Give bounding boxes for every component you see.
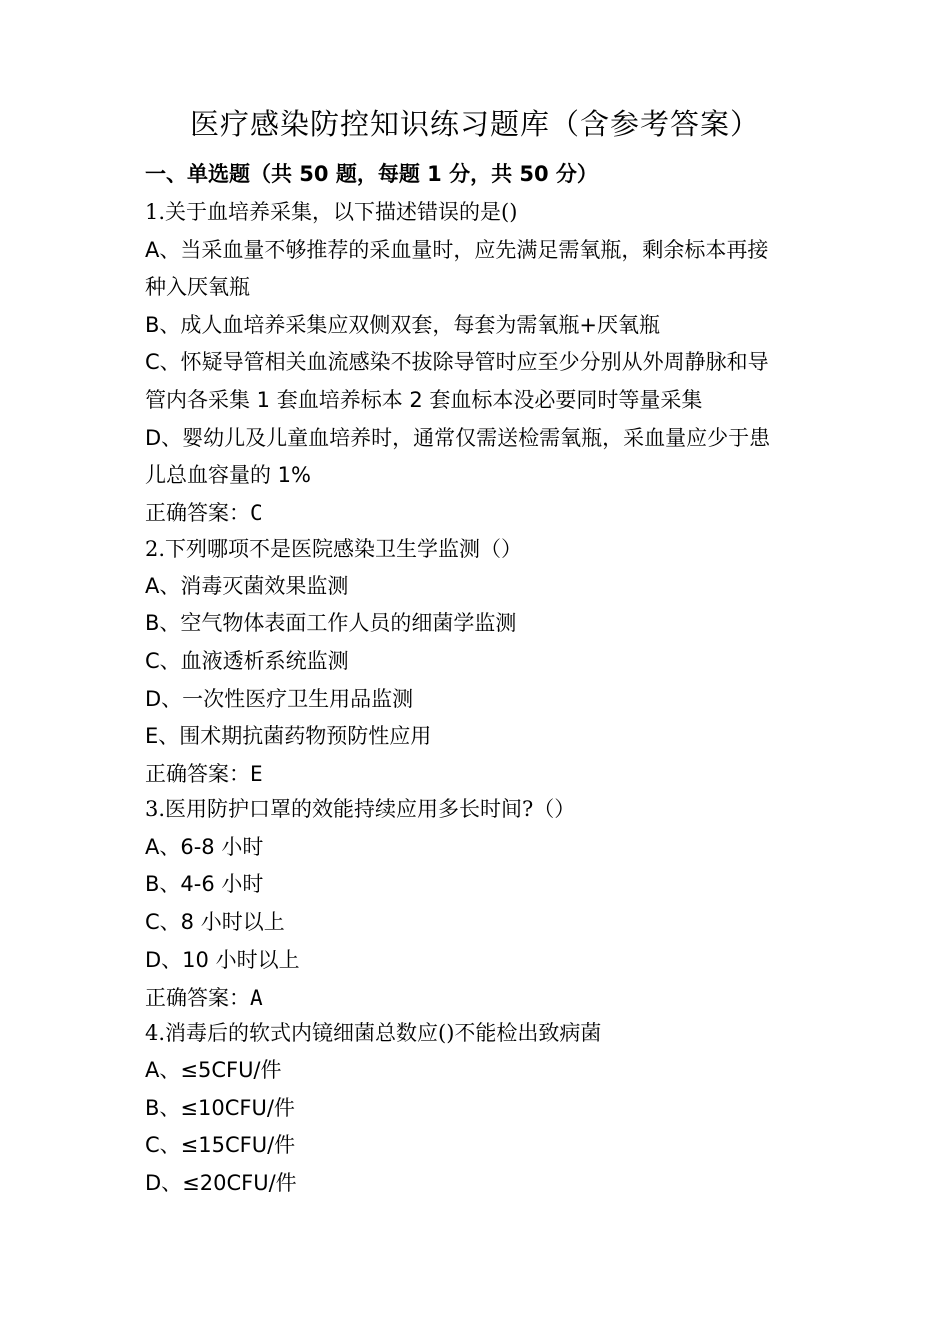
option-line: A、≤5CFU/件: [145, 1058, 282, 1082]
option-line: C、血液透析系统监测: [145, 649, 349, 673]
answer-value: A: [250, 986, 263, 1010]
option-line: A、当采血量不够推荐的采血量时，应先满足需氧瓶，剩余标本再接: [145, 238, 769, 262]
option-line: B、成人血培养采集应双侧双套，每套为需氧瓶+厌氧瓶: [145, 313, 661, 337]
answer-line: [145, 760, 815, 788]
document-title: 医疗感染防控知识练习题库（含参考答案）: [189, 107, 760, 141]
option-line: C、怀疑导管相关血流感染不拔除导管时应至少分别从外周静脉和导: [145, 350, 769, 374]
option-line: B、≤10CFU/件: [145, 1096, 295, 1120]
option-line: E、围术期抗菌药物预防性应用: [145, 724, 432, 748]
option-line: D、婴幼儿及儿童血培养时，通常仅需送检需氧瓶，采血量应少于患: [145, 426, 771, 450]
option-line: D、≤20CFU/件: [145, 1171, 297, 1195]
option-line: 种入厌氧瓶: [145, 275, 250, 299]
option-line: C、≤15CFU/件: [145, 1133, 296, 1157]
option-line: D、一次性医疗卫生用品监测: [145, 687, 414, 711]
option-line: C、8 小时以上: [145, 910, 285, 934]
section-heading: 一、单选题（共 50 题，每题 1 分，共 50 分）: [145, 162, 598, 186]
answer-value: E: [250, 762, 263, 786]
answer-label: 正确答案：: [145, 501, 250, 525]
option-line: 儿总血容量的 1%: [145, 463, 311, 487]
option-line: B、空气物体表面工作人员的细菌学监测: [145, 611, 517, 635]
answer-value: C: [250, 501, 263, 525]
answer-line: [145, 499, 815, 527]
question-stem: 4.消毒后的软式内镜细菌总数应()不能检出致病菌: [145, 1021, 602, 1045]
question-stem: 2.下列哪项不是医院感染卫生学监测（）: [145, 537, 523, 561]
answer-label: 正确答案：: [145, 986, 250, 1010]
option-line: D、10 小时以上: [145, 948, 300, 972]
option-line: A、6-8 小时: [145, 835, 264, 859]
option-line: B、4-6 小时: [145, 872, 264, 896]
answer-label: 正确答案：: [145, 762, 250, 786]
question-stem: 3.医用防护口罩的效能持续应用多长时间?（）: [145, 797, 576, 821]
option-line: 管内各采集 1 套血培养标本 2 套血标本没必要同时等量采集: [145, 388, 703, 412]
answer-line: [145, 984, 815, 1012]
option-line: A、消毒灭菌效果监测: [145, 574, 349, 598]
question-stem: 1.关于血培养采集，以下描述错误的是(): [145, 200, 518, 224]
